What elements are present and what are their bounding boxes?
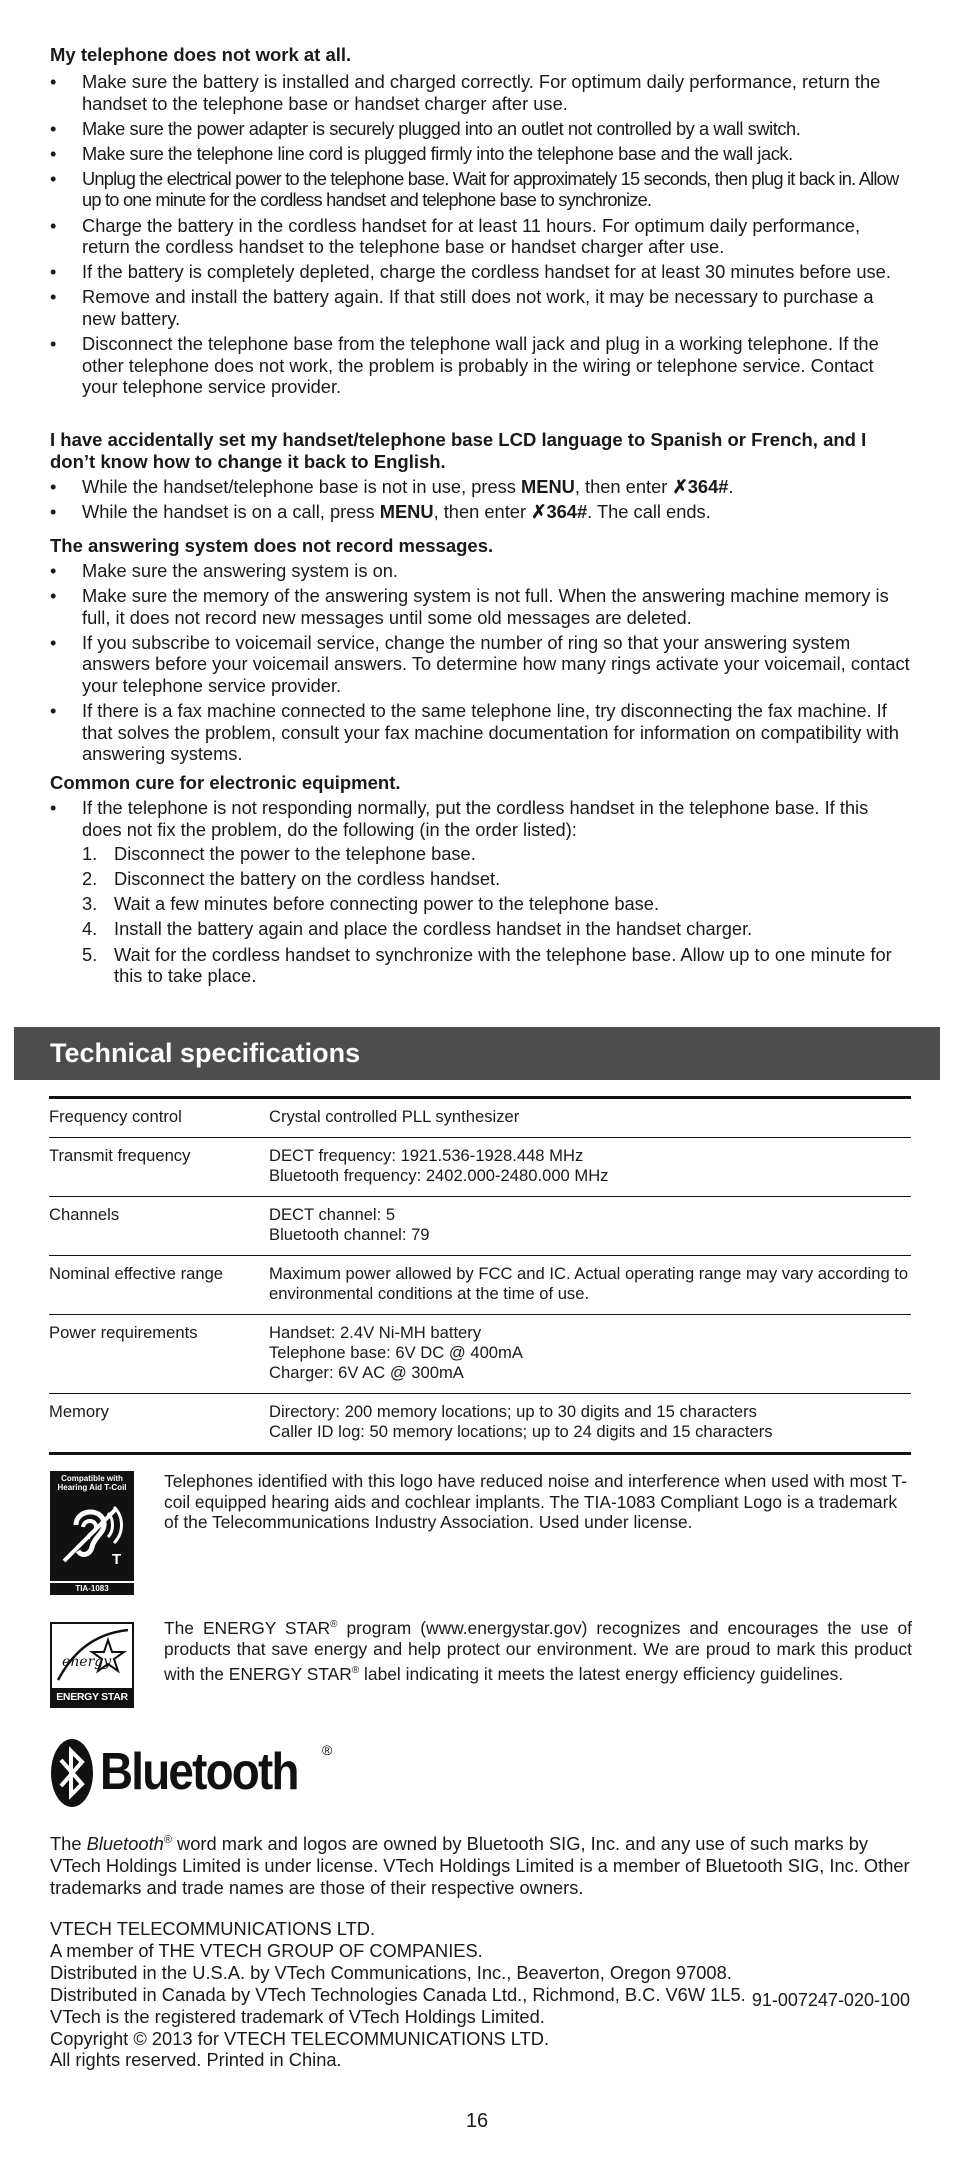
list-item: • While the handset is on a call, press MENU, then enter ✗364#. The call ends. bbox=[50, 501, 910, 523]
step-item: 3. Wait a few minutes before connecting power to the telephone base. bbox=[82, 893, 660, 915]
list-item: • Make sure the power adapter is securely plugged into an outlet not controlled by a wall switch. bbox=[50, 118, 910, 140]
list-item: • Make sure the telephone line cord is plugged firmly into the telephone base and the wall jack. bbox=[50, 143, 910, 165]
section-heading: My telephone does not work at all. bbox=[50, 44, 352, 65]
answering-section bbox=[50, 535, 910, 765]
step-item: 1. Disconnect the power to the telephone base. bbox=[82, 843, 476, 865]
section-heading: Common cure for electronic equipment. bbox=[50, 772, 401, 793]
numbered-steps bbox=[50, 843, 910, 987]
spec-value: Maximum power allowed by FCC and IC. Actual operating range may vary according to environmental conditions at the time of use. bbox=[269, 1264, 909, 1303]
tcoil-logo-bottom: TIA-1083 bbox=[50, 1581, 134, 1595]
list-item: • Unplug the electrical power to the telephone base. Wait for approximately 15 seconds, then plug it back in. Allow up to one minute for the cordless handset and telephone base to synchronize. bbox=[50, 168, 910, 211]
bullet-list bbox=[50, 560, 910, 765]
step-item: 4. Install the battery again and place the cordless handset in the handset charger. bbox=[82, 918, 753, 940]
step-item: 5. Wait for the cordless handset to synchronize with the telephone base. Allow up to one minute for this to take place. bbox=[82, 943, 892, 987]
list-item: • If you subscribe to voicemail service, change the number of ring so that your answering system answers before your voicemail answers. To determine how many rings activate your voicemail, contact your telephone service provider. bbox=[50, 632, 910, 697]
spec-value: Directory: 200 memory locations; up to 30 digits and 15 characters Caller ID log: 50 memory locations; up to 24 digits and 15 characters bbox=[269, 1402, 773, 1441]
specs-title: Technical specifications bbox=[50, 1038, 361, 1068]
section-heading: The answering system does not record messages. bbox=[50, 535, 494, 556]
section-heading: I have accidentally set my handset/telephone base LCD language to Spanish or French, and I don’t know how to change it back to English. bbox=[50, 429, 867, 472]
list-item: • Remove and install the battery again. If that still does not work, it may be necessary to purchase a new battery. bbox=[50, 286, 910, 329]
cross-key-icon: ✗ bbox=[672, 476, 688, 497]
energy-star-block bbox=[50, 1614, 910, 1714]
cross-key-icon: ✗ bbox=[531, 501, 547, 523]
list-item: • Make sure the answering system is on. bbox=[50, 560, 910, 582]
page-number: 16 bbox=[465, 2110, 489, 2132]
specs-table bbox=[49, 1096, 911, 1455]
list-item: • Make sure the memory of the answering system is not full. When the answering machine memory is full, it does not record new messages until some old messages are deleted. bbox=[50, 585, 910, 628]
spec-value: DECT frequency: 1921.536-1928.448 MHz Bluetooth frequency: 2402.000-2480.000 MHz bbox=[269, 1146, 609, 1185]
list-item: • Make sure the battery is installed and charged correctly. For optimum daily performance, return the handset to the telephone base or handset charger after use. bbox=[50, 71, 910, 114]
menu-key-label: MENU bbox=[521, 476, 575, 497]
spec-label: Frequency control bbox=[49, 1107, 182, 1126]
tcoil-t-label: T bbox=[112, 1551, 122, 1568]
list-item: • Charge the battery in the cordless handset for at least 11 hours. For optimum daily performance, return the cordless handset to the telephone base or handset charger after use. bbox=[50, 215, 910, 258]
list-item: • If there is a fax machine connected to the same telephone line, try disconnecting the fax machine. If that solves the problem, consult your fax machine documentation for information on compatibility with answering systems. bbox=[50, 700, 910, 765]
spec-label: Nominal effective range bbox=[49, 1264, 224, 1283]
list-item: • While the handset/telephone base is not in use, press MENU, then enter ✗364#. bbox=[50, 476, 910, 498]
list-item: • If the telephone is not responding normally, put the cordless handset in the telephone base. If this does not fix the problem, do the following (in the order listed): bbox=[50, 797, 910, 840]
key-code: 364# bbox=[546, 501, 588, 523]
spec-value: Handset: 2.4V Ni-MH battery Telephone base: 6V DC @ 400mA Charger: 6V AC @ 300mA bbox=[269, 1323, 523, 1382]
bluetooth-reg-mark: ® bbox=[322, 1742, 333, 1758]
energy-star-logo bbox=[50, 1622, 134, 1708]
table-row bbox=[49, 1315, 911, 1394]
spec-label: Transmit frequency bbox=[49, 1146, 191, 1165]
key-code: 364# bbox=[687, 476, 729, 497]
bluetooth-wordmark: Bluetooth bbox=[100, 1743, 298, 1801]
spec-value: Crystal controlled PLL synthesizer bbox=[269, 1107, 520, 1126]
spec-value: DECT channel: 5 Bluetooth channel: 79 bbox=[269, 1205, 430, 1244]
table-row bbox=[49, 1197, 911, 1256]
specs-banner bbox=[14, 1027, 940, 1080]
company-info: VTECH TELECOMMUNICATIONS LTD. A member of THE VTECH GROUP OF COMPANIES. Distributed in the U.S.A. by VTech Communications, Inc., Beaverton, Oregon 97008. Distributed in Canada by VTech Technologies Canada Ltd., Richmond, B.C. V6W 1L5. VTech is the registered trademark of VTech Holdings Limited. Copyright © 2013 for VTECH TELECOMMUNICATIONS LTD. All rights reserved. Printed in China. bbox=[50, 1918, 746, 2071]
tcoil-logo bbox=[50, 1471, 134, 1595]
table-row bbox=[49, 1098, 911, 1138]
hearing-ear-icon bbox=[50, 1495, 134, 1575]
list-item: • If the battery is completely depleted, charge the cordless handset for at least 30 minutes before use. bbox=[50, 261, 910, 283]
table-row bbox=[49, 1394, 911, 1454]
language-section bbox=[50, 429, 910, 523]
tcoil-logo-top-text: Compatible with Hearing Aid T-Coil bbox=[57, 1474, 127, 1492]
common-cure-section bbox=[50, 772, 910, 987]
part-number: 91-007247-020-100 bbox=[751, 1990, 910, 2010]
table-row bbox=[49, 1256, 911, 1315]
list-item: • Disconnect the telephone base from the telephone wall jack and plug in a working telephone. If the other telephone does not work, the problem is probably in the wiring or telephone service. Contact your telephone service provider. bbox=[50, 333, 910, 398]
energy-star-label: ENERGY STAR bbox=[52, 1688, 132, 1706]
table-row bbox=[49, 1138, 911, 1197]
tcoil-block bbox=[50, 1471, 910, 1601]
energy-script-text: energy bbox=[62, 1654, 112, 1670]
bluetooth-icon bbox=[50, 1738, 94, 1808]
menu-key-label: MENU bbox=[379, 501, 434, 523]
energy-star-text: The ENERGY STAR® program (www.energystar.gov) recognizes and encourages the use of products that save energy and help protect our environment. We are proud to mark this product with the ENERGY STAR® label indicating it meets the latest energy efficiency guidelines. bbox=[164, 1617, 912, 1684]
spec-label: Memory bbox=[49, 1402, 109, 1421]
tcoil-text: Telephones identified with this logo have reduced noise and interference when used with most T-coil equipped hearing aids and cochlear implants. The TIA-1083 Compliant Logo is a trademark of the Telecommunications Industry Association. Used under license. bbox=[164, 1471, 908, 1533]
bullet-list bbox=[50, 476, 910, 523]
spec-label: Power requirements bbox=[49, 1323, 198, 1342]
bluetooth-paragraph: The Bluetooth® word mark and logos are owned by Bluetooth SIG, Inc. and any use of such marks by VTech Holdings Limited is under license. VTech Holdings Limited is a member of Bluetooth SIG, Inc. Other trademarks and trade names are those of their respective owners. bbox=[50, 1833, 910, 1898]
bullet-list bbox=[50, 71, 910, 398]
bullet-list bbox=[50, 797, 910, 840]
no-work-section bbox=[50, 44, 910, 398]
bluetooth-logo bbox=[50, 1738, 350, 1808]
spec-label: Channels bbox=[49, 1205, 120, 1224]
step-item: 2. Disconnect the battery on the cordless handset. bbox=[82, 868, 501, 890]
